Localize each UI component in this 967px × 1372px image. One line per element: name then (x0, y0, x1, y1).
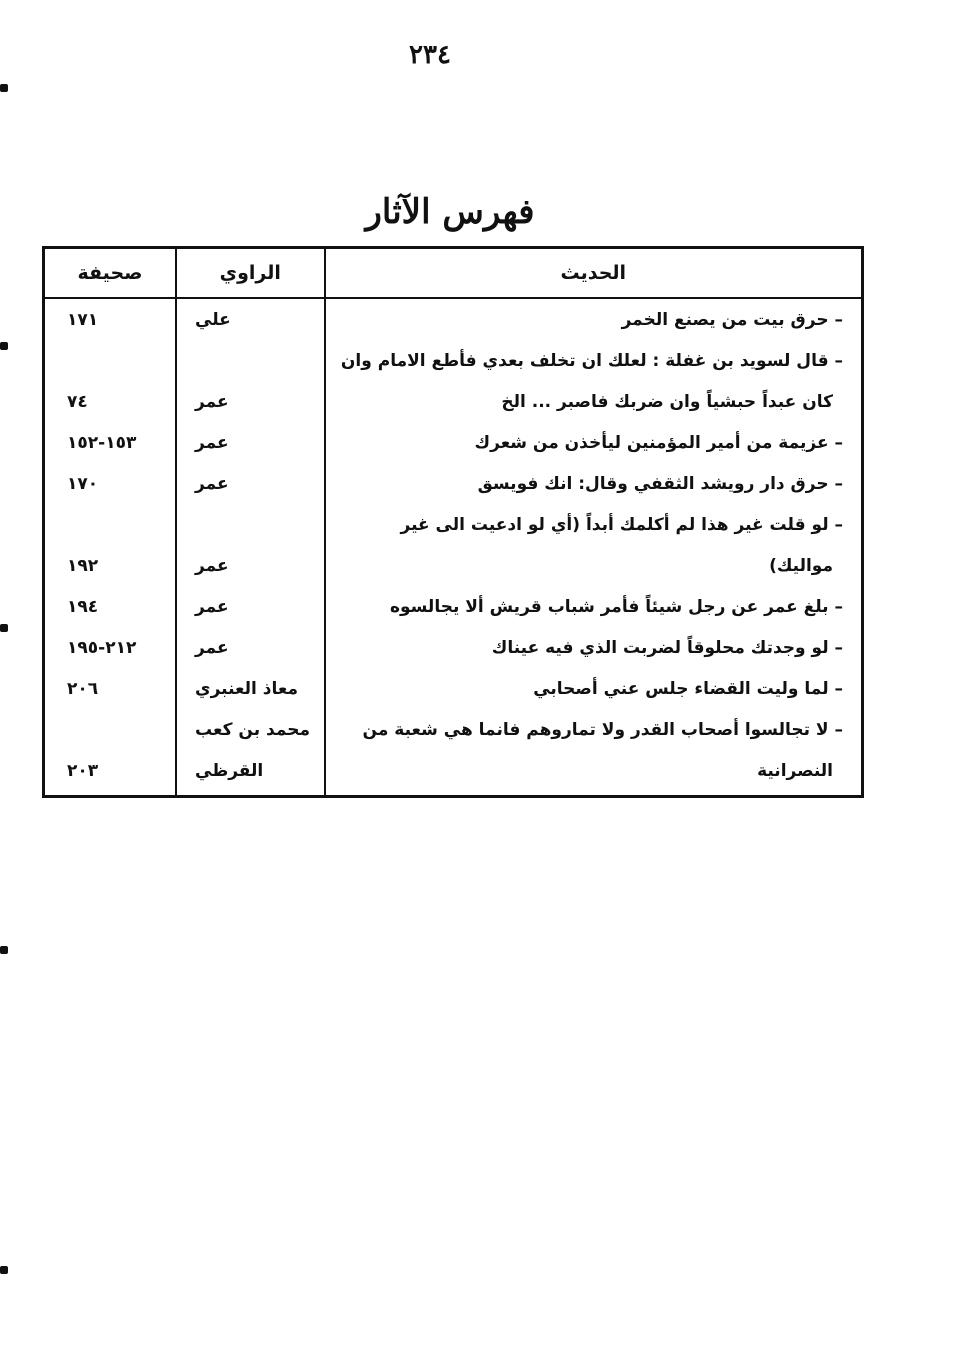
hadith-text: النصرانية (325, 750, 863, 797)
narrator-name: معاذ العنبري (176, 668, 325, 709)
page-ref: ٢٠٣ (67, 760, 99, 781)
hadith-text: كان عبداً حبشياً وان ضربك فاصبر ... الخ (325, 381, 863, 422)
narrator-name: عمر (176, 545, 325, 586)
narrator-name: القرظي (176, 750, 325, 797)
narrator-name: عمر (176, 422, 325, 463)
narrator-name: عمر (176, 463, 325, 504)
narrator-name: عمر (176, 381, 325, 422)
narrator-name: عمر (176, 586, 325, 627)
page-ref (44, 340, 177, 381)
table-row (44, 668, 863, 709)
table-row (44, 586, 863, 627)
table-row (44, 750, 863, 797)
page-ref: ٢١٢-١٩٥ (67, 637, 137, 658)
header-page: صحيفة (44, 248, 177, 299)
table-row (44, 340, 863, 381)
margin-speck (0, 946, 8, 954)
page-ref: ١٧٠ (67, 473, 99, 494)
hadith-text: – حرق بيت من يصنع الخمر (325, 298, 863, 340)
narrator-name (176, 340, 325, 381)
table-row (44, 381, 863, 422)
narrator-name: علي (176, 298, 325, 340)
table-row (44, 504, 863, 545)
table-row (44, 463, 863, 504)
table-row (44, 709, 863, 750)
hadith-text: – قال لسويد بن غفلة : لعلك ان تخلف بعدي فأطع الامام وان (325, 340, 863, 381)
table-row (44, 627, 863, 668)
page-ref: ١٩٤ (67, 596, 99, 617)
margin-speck (0, 342, 8, 350)
page-ref: ١٥٣-١٥٢ (67, 432, 137, 453)
margin-speck (0, 84, 8, 92)
table-row (44, 545, 863, 586)
hadith-text: – لو وجدتك محلوقاً لضربت الذي فيه عيناك (325, 627, 863, 668)
page-ref (44, 504, 177, 545)
hadith-text: – عزيمة من أمير المؤمنين ليأخذن من شعرك (325, 422, 863, 463)
page-ref: ١٩٢ (67, 555, 99, 576)
margin-speck (0, 624, 8, 632)
page-title: فهرس الآثار (365, 192, 535, 232)
header-hadith: الحديث (325, 248, 863, 299)
table-row (44, 422, 863, 463)
narrator-name: محمد بن كعب (176, 709, 325, 750)
table-row (44, 298, 863, 340)
margin-speck (0, 1266, 8, 1274)
athar-index-table (42, 246, 864, 798)
page-number: ٢٣٤ (409, 40, 451, 70)
hadith-text: – حرق دار رويشد الثقفي وقال: انك فويسق (325, 463, 863, 504)
hadith-text: – لا تجالسوا أصحاب القدر ولا تماروهم فانما هي شعبة من (325, 709, 863, 750)
narrator-name (176, 504, 325, 545)
page-ref: ١٧١ (67, 309, 99, 330)
hadith-text: – لو قلت غير هذا لم أكلمك أبداً (أي لو ادعيت الى غير (325, 504, 863, 545)
page-ref: ٢٠٦ (67, 678, 99, 699)
page-ref: ٧٤ (67, 391, 88, 412)
hadith-text: – بلغ عمر عن رجل شيئاً فأمر شباب قريش ألا يجالسوه (325, 586, 863, 627)
hadith-text: مواليك) (325, 545, 863, 586)
narrator-name: عمر (176, 627, 325, 668)
table-header-row (44, 248, 863, 299)
header-narrator: الراوي (176, 248, 325, 299)
hadith-text: – لما وليت القضاء جلس عني أصحابي (325, 668, 863, 709)
page-ref (44, 709, 177, 750)
